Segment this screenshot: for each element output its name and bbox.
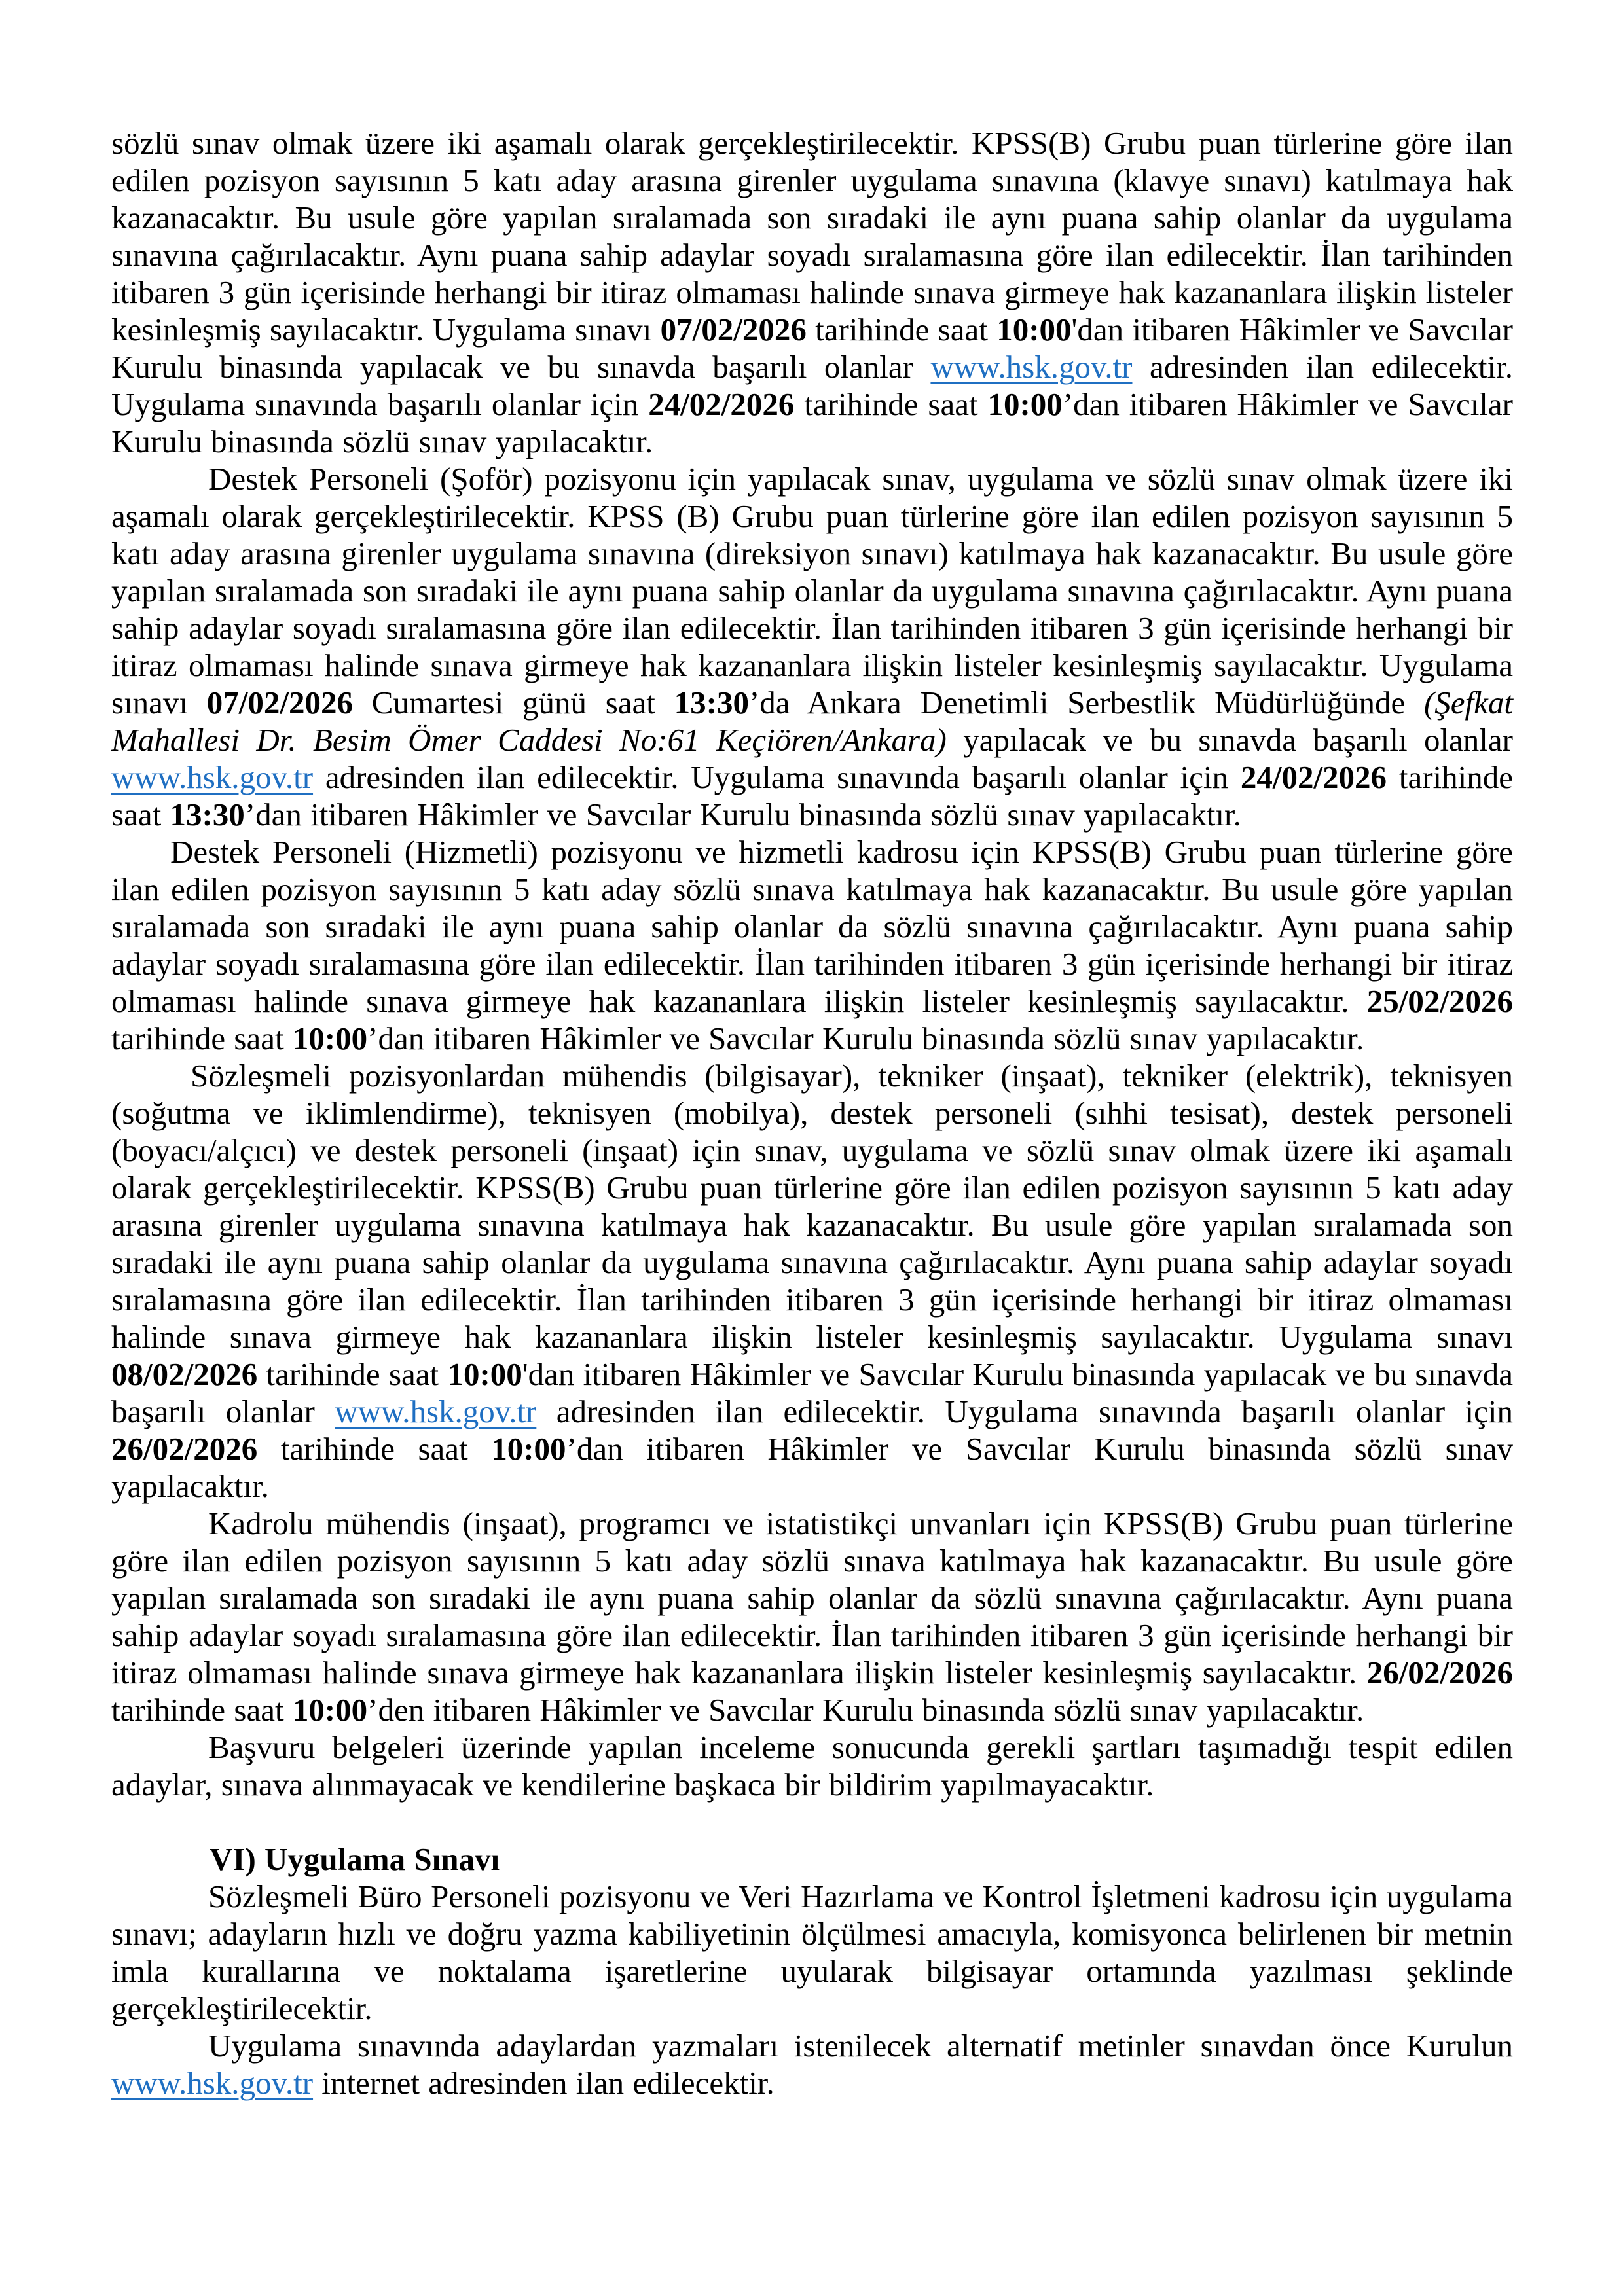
- text-run: Uygulama sınavında adaylardan yazmaları istenilecek alternatif metinler sınavdan önce Kurulun: [208, 2028, 1513, 2064]
- bold-text: 07/02/2026: [660, 312, 807, 348]
- bold-text: 13:30: [170, 797, 245, 833]
- text-run: adresinden ilan edilecektir. Uygulama sınavında başarılı olanlar için: [313, 759, 1241, 795]
- paragraph-sozlesmeli-pozisyonlar: [111, 1057, 1513, 1505]
- paragraph-destek-personeli-sofor: [111, 460, 1513, 833]
- hsk-gov-tr-link[interactable]: www.hsk.gov.tr: [111, 759, 314, 795]
- bold-text: 26/02/2026: [1366, 1655, 1513, 1691]
- bold-text: 24/02/2026: [648, 386, 795, 422]
- text-run: Destek Personeli (Şoför) pozisyonu için yapılacak sınav, uygulama ve sözlü sınav olmak üzere iki aşamalı olarak gerçekleştirilecektir. KPSS (B) Grubu puan türlerine göre ilan edilen pozisyon sayısının 5 katı aday arasına girenler uygulama sınavına (direksiyon sınavı) katılmaya hak kazanacaktır. Bu usule göre yapılan sıralamada son sıradaki ile aynı puana sahip olanlar da uygulama sınavına çağırılacaktır. Aynı puana sahip adaylar soyadı sıralamasına göre ilan edilecektir. İlan tarihinden itibaren 3 gün içerisinde herhangi bir itiraz olmaması halinde sınava girmeye hak kazananlara ilişkin listeler kesinleşmiş sayılacaktır. Uygulama sınavı: [111, 461, 1513, 721]
- bold-text: 10:00: [292, 1692, 368, 1728]
- text-run: yapılacak ve bu sınavda başarılı olanlar: [946, 722, 1513, 758]
- bold-text: 13:30: [674, 685, 749, 721]
- bold-text: 10:00: [996, 312, 1072, 348]
- text-run: 'dan itibaren Hâkimler ve Savcılar Kurulu binasında yapılacak ve bu sınavda başarılı olanlar: [111, 312, 1513, 385]
- text-run: ’dan itibaren Hâkimler ve Savcılar Kurulu binasında sözlü sınav yapılacaktır.: [111, 1431, 1513, 1504]
- heading-uygulama-sinavi: [111, 1840, 1513, 1878]
- text-run: ’dan itibaren Hâkimler ve Savcılar Kurulu binasında sözlü sınav yapılacaktır.: [367, 1020, 1364, 1056]
- paragraph-alternatif-metinler: [111, 2027, 1513, 2102]
- text-run: ’dan itibaren Hâkimler ve Savcılar Kurulu binasında sözlü sınav yapılacaktır.: [244, 797, 1241, 833]
- text-run: Destek Personeli (Hizmetli) pozisyonu ve hizmetli kadrosu için KPSS(B) Grubu puan türlerine göre ilan edilen pozisyon sayısının 5 katı aday sözlü sınava katılmaya hak kazanacaktır. Bu usule göre yapılan sıralamada son sıradaki ile aynı puana sahip olanlar da sözlü sınavına çağırılacaktır. Aynı puana sahip adaylar soyadı sıralamasına göre ilan edilecektir. İlan tarihinden itibaren 3 gün içerisinde herhangi bir itiraz olmaması halinde sınava girmeye hak kazananlara ilişkin listeler kesinleşmiş sayılacaktır.: [111, 834, 1513, 1019]
- text-run: tarihinde saat: [111, 759, 1514, 833]
- text-run: ’dan itibaren Hâkimler ve Savcılar Kurulu binasında sözlü sınav yapılacaktır.: [111, 386, 1513, 459]
- hsk-gov-tr-link[interactable]: www.hsk.gov.tr: [335, 1393, 537, 1429]
- text-run: adresinden ilan edilecektir. Uygulama sınavında başarılı olanlar için: [536, 1393, 1513, 1429]
- bold-text: 10:00: [491, 1431, 566, 1467]
- text-run: Başvuru belgeleri üzerinde yapılan inceleme sonucunda gerekli şartları taşımadığı tespit edilen adaylar, sınava alınmayacak ve kendilerine başkaca bir bildirim yapılmayacaktır.: [111, 1729, 1513, 1803]
- paragraph-uygulama-sinavi-aciklama: [111, 1878, 1513, 2027]
- paragraph-destek-personeli-hizmetli: [111, 833, 1513, 1057]
- text-run: tarihinde saat: [257, 1356, 448, 1392]
- text-run: Sözleşmeli Büro Personeli pozisyonu ve Veri Hazırlama ve Kontrol İşletmeni kadrosu için uygulama sınavı; adayların hızlı ve doğru yazma kabiliyetinin ölçülmesi amacıyla, komisyonca belirlenen bir metnin imla kurallarına ve noktalama işaretlerine uyularak bilgisayar ortamında yazılması şeklinde gerçekleştirilecektir.: [111, 1878, 1513, 2026]
- text-run: tarihinde saat: [806, 312, 997, 348]
- bold-text: 10:00: [987, 386, 1063, 422]
- text-run: Sözleşmeli pozisyonlardan mühendis (bilgisayar), tekniker (inşaat), tekniker (elektrik), teknisyen (soğutma ve iklimlendirme), teknisyen (mobilya), destek personeli (sıhhi tesisat), destek personeli (boyacı/alçıcı) ve destek personeli (inşaat) için sınav, uygulama ve sözlü sınav olmak üzere iki aşamalı olarak gerçekleştirilecektir. KPSS(B) Grubu puan türlerine göre ilan edilen pozisyon sayısının 5 katı aday arasına girenler uygulama sınavına katılmaya hak kazanacaktır. Bu usule göre yapılan sıralamada son sıradaki ile aynı puana sahip olanlar da uygulama sınavına çağırılacaktır. Aynı puana sahip adaylar soyadı sıralamasına göre ilan edilecektir. İlan tarihinden itibaren 3 gün içerisinde herhangi bir itiraz olmaması halinde sınava girmeye hak kazananlara ilişkin listeler kesinleşmiş sayılacaktır. Uygulama sınavı: [111, 1058, 1513, 1355]
- bold-text: 26/02/2026: [111, 1431, 258, 1467]
- hsk-gov-tr-link[interactable]: www.hsk.gov.tr: [930, 349, 1133, 385]
- paragraph-kadrolu-muhendis: [111, 1505, 1513, 1729]
- bold-text: VI) Uygulama Sınavı: [210, 1841, 500, 1877]
- bold-text: 25/02/2026: [1366, 983, 1513, 1019]
- bold-text: 08/02/2026: [111, 1356, 258, 1392]
- italic-text: (Şefkat Mahallesi Dr. Besim Ömer Caddesi No:61 Keçiören/Ankara): [111, 685, 1513, 758]
- text-run: Kadrolu mühendis (inşaat), programcı ve istatistikçi unvanları için KPSS(B) Grubu puan türlerine göre ilan edilen pozisyon sayısının 5 katı aday sözlü sınava katılmaya hak kazanacaktır. Bu usule göre yapılan sıralamada son sıradaki ile aynı puana sahip olanlar da sözlü sınavına çağırılacaktır. Aynı puana sahip adaylar soyadı sıralamasına göre ilan edilecektir. İlan tarihinden itibaren 3 gün içerisinde herhangi bir itiraz olmaması halinde sınava girmeye hak kazananlara ilişkin listeler kesinleşmiş sayılacaktır.: [111, 1505, 1513, 1691]
- text-run: internet adresinden ilan edilecektir.: [313, 2065, 775, 2101]
- paragraph-klavye-sinavi-devam: [111, 124, 1513, 460]
- paragraph-basvuru-belgeleri: [111, 1729, 1513, 1803]
- text-run: 'dan itibaren Hâkimler ve Savcılar Kurulu binasında yapılacak ve bu sınavda başarılı olanlar: [111, 1356, 1514, 1429]
- text-run: ’da Ankara Denetimli Serbestlik Müdürlüğünde: [748, 685, 1424, 721]
- text-run: Cumartesi günü saat: [353, 685, 674, 721]
- text-run: tarihinde saat: [794, 386, 988, 422]
- bold-text: 10:00: [292, 1020, 368, 1056]
- bold-text: 10:00: [447, 1356, 522, 1392]
- bold-text: 24/02/2026: [1240, 759, 1387, 795]
- text-run: adresinden ilan edilecektir. Uygulama sınavında başarılı olanlar için: [111, 349, 1513, 422]
- hsk-gov-tr-link[interactable]: www.hsk.gov.tr: [111, 2065, 314, 2101]
- text-run: ’den itibaren Hâkimler ve Savcılar Kurulu binasında sözlü sınav yapılacaktır.: [367, 1692, 1364, 1728]
- text-run: tarihinde saat: [111, 1692, 293, 1728]
- text-run: tarihinde saat: [111, 1020, 293, 1056]
- bold-text: 07/02/2026: [206, 685, 354, 721]
- text-run: tarihinde saat: [257, 1431, 492, 1467]
- text-run: sözlü sınav olmak üzere iki aşamalı olarak gerçekleştirilecektir. KPSS(B) Grubu puan türlerine göre ilan edilen pozisyon sayısının 5 katı aday arasına girenler uygulama sınavına (klavye sınavı) katılmaya hak kazanacaktır. Bu usule göre yapılan sıralamada son sıradaki ile aynı puana sahip olanlar da uygulama sınavına çağırılacaktır. Aynı puana sahip adaylar soyadı sıralamasına göre ilan edilecektir. İlan tarihinden itibaren 3 gün içerisinde herhangi bir itiraz olmaması halinde sınava girmeye hak kazananlara ilişkin listeler kesinleşmiş sayılacaktır. Uygulama sınavı: [111, 125, 1513, 348]
